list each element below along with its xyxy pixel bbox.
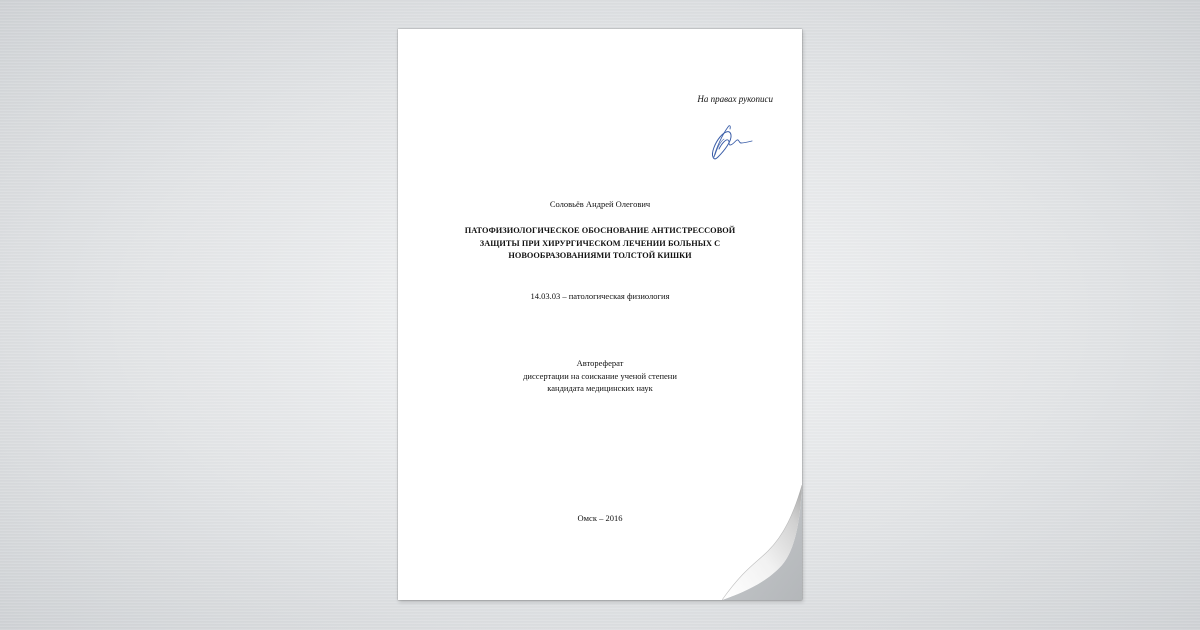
page-curl-corner (722, 485, 802, 600)
page-content (398, 29, 802, 600)
handwritten-signature (702, 113, 758, 169)
abstract-block (398, 357, 802, 395)
title-line: ЗАЩИТЫ ПРИ ХИРУРГИЧЕСКОМ ЛЕЧЕНИИ БОЛЬНЫХ С (479, 238, 721, 248)
abstract-line: кандидата медицинских наук (547, 383, 653, 393)
document-page (398, 29, 802, 600)
title-line: НОВООБРАЗОВАНИЯМИ ТОЛСТОЙ КИШКИ (508, 251, 692, 260)
title-line: ПАТОФИЗИОЛОГИЧЕСКОЕ ОБОСНОВАНИЕ АНТИСТРЕССОВОЙ (464, 226, 736, 235)
abstract-line: диссертации на соискание ученой степени (523, 370, 677, 381)
abstract-line: Автореферат (576, 358, 624, 368)
city-year: Омск – 2016 (577, 513, 623, 523)
manuscript-rights-note: На правах рукописи (697, 94, 773, 104)
author-name: Соловьёв Андрей Олегович (549, 199, 651, 209)
specialty-code: 14.03.03 – патологическая физиология (530, 291, 670, 301)
dissertation-title (438, 225, 762, 263)
